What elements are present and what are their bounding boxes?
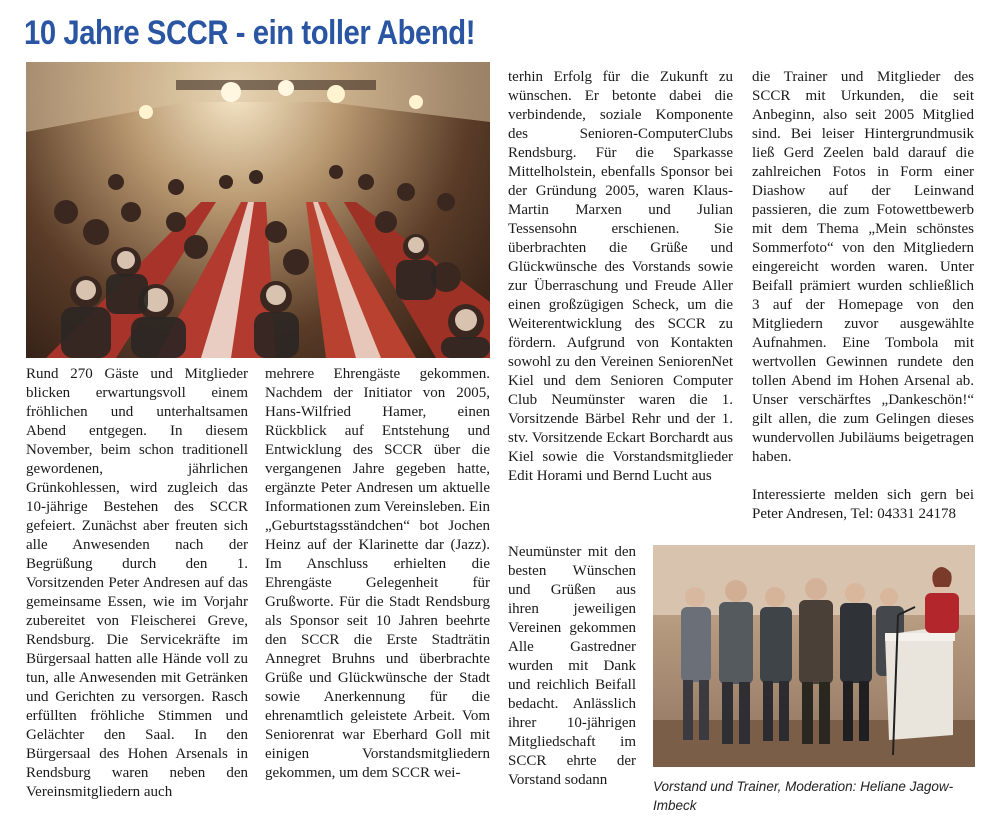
- article-column-4: [752, 68, 974, 524]
- board-trainers-photo: [653, 545, 975, 767]
- article-headline: 10 Jahre SCCR - ein toller Abend!: [24, 14, 476, 52]
- article-column-3-continued: [508, 543, 636, 790]
- article-column-3: [508, 68, 733, 486]
- contact-info: Interessierte melden sich gern bei Peter Andresen, Tel: 04331 24178: [752, 487, 974, 522]
- article-text: terhin Erfolg für die Zukunft zu wünschen. Er betonte dabei die verbindende, soziale Komponente des Senioren-ComputerClubs Rendsburg. Für die Sparkasse Mittelholstein, ebenfalls Sponsor bei der Gründung 2005, waren Klaus-Martin Marxen und Julian Tessensohn erschienen. Sie überbrachten die Grüße und Glückwünsche des Vorstands sowie zur Überraschung und Freude Aller einen großzügigen Scheck, um die Weiterentwicklung des SCCR zu fördern. Aufgrund von Kontakten sowohl zu den Vereinen SeniorenNet Kiel und dem Senioren Computer Club Neumünster waren die 1. Vorsitzende Bärbel Rehr und der 1. stv. Vorsitzende Eckart Borchardt aus Kiel sowie die Vorstandsmitglieder Edit Horami und Bernd Lucht aus: [508, 69, 733, 484]
- article-text: Rund 270 Gäste und Mitglieder blicken erwartungsvoll einem fröhlichen und unterhaltsamen Abend entgegen. In diesem November, beim schon traditionell gewordenen, jährlichen Grünkohlessen, wird zugleich das 10-jährige Bestehen des SCCR gefeiert. Zunächst aber freuten sich alle Anwesenden nach der Begrüßung durch den 1. Vorsitzenden Peter Andresen auf das gemeinsame Essen, wie im Vorjahr zubereitet von Fleischerei Greve, Rendsburg. Die Servicekräfte im Bürgersaal hatten alle Hände voll zu tun, alle Anwesenden mit Getränken und Gerichten zu versorgen. Rasch erfüllten fröhliche Stimmen und Gelächter den Saal. In den Bürgersaal des Hohen Arsenals in Rendsburg waren neben den Vereinsmitgliedern auch: [26, 366, 248, 800]
- board-trainers-illustration: [653, 545, 975, 767]
- article-text: Neumünster mit den besten Wünschen und Grüßen aus ihren jeweiligen Vereinen gekommen Alle Gastredner wurden mit Dank und reichlich Beifall bedacht. Anlässlich ihrer 10-jährigen Mitgliedschaft im SCCR ehrte der Vorstand sodann: [508, 544, 636, 788]
- banquet-hall-photo: [26, 62, 490, 358]
- article-text: mehrere Ehrengäste gekommen. Nachdem der Initiator von 2005, Hans-Wilfried Hamer, einen Rückblick auf Entstehung und Entwicklung des SCCR über die vergangenen Jahre gegeben hatte, ergänzte Peter Andresen um aktuelle Informationen zum Vereinsleben. Ein „Geburtstagsständchen“ bot Jochen Heinz auf der Klarinette dar (Jazz). Im Anschluss erhielten die Ehrengäste Gelegenheit für Grußworte. Für die Stadt Rendsburg als Sponsor seit 10 Jahren beehrte den SCCR die Erste Stadträtin Annegret Bruhns und überbrachte Grüße und Glückwünsche der Stadt sowie Anerkennung für die ehrenamtlich geleistete Arbeit. Vom Seniorenrat war Eberhard Goll mit einigen Vorstandsmitgliedern gekommen, um dem SCCR wei-: [265, 366, 490, 781]
- article-column-2: [265, 365, 490, 783]
- banquet-hall-illustration: [26, 62, 490, 358]
- article-column-1: [26, 365, 248, 802]
- photo-caption: Vorstand und Trainer, Moderation: Heliane Jagow-Imbeck: [653, 779, 954, 813]
- article-text: die Trainer und Mitglieder des SCCR mit Urkunden, die seit Anbeginn, also seit 2005 Mitglied sind. Bei leiser Hintergrundmusik ließ Gerd Zeelen bald darauf die zahlreichen Fotos in Form einer Diashow auf der Leinwand passieren, die zum Fotowettbewerb mit dem Thema „Mein schönstes Sommerfoto“ von den Mitgliedern eingereicht worden waren. Unter Beifall prämiert wurden schließlich 3 auf der Homepage von den Mitgliedern zuvor ausgewählte Aufnahmen. Eine Tombola mit wertvollen Gewinnen rundete den tollen Abend im Hohen Arsenal ab. Unser verschärftes „Dankeschön!“ gilt allen, die zum Gelingen dieses wundervollen Jubiläums beigetragen haben.: [752, 69, 974, 465]
